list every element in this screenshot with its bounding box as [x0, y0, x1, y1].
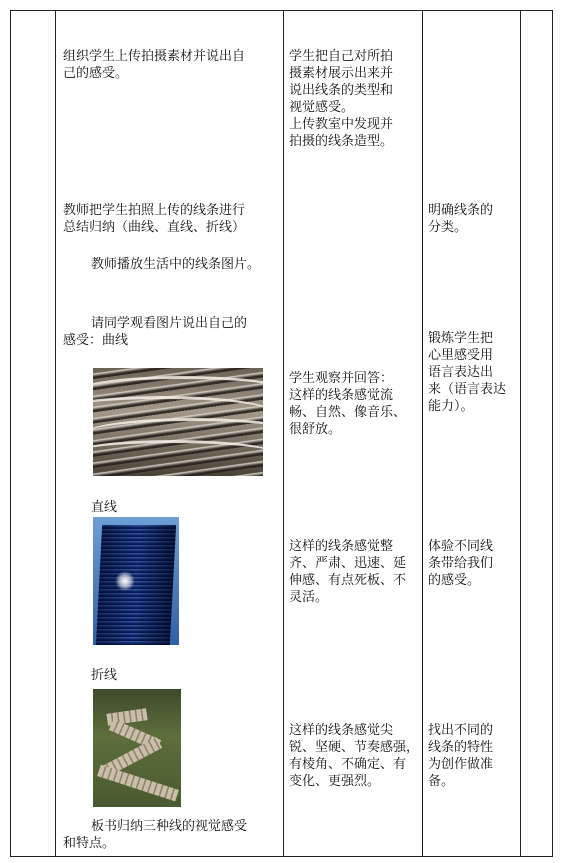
table-divider-1 [55, 10, 56, 857]
teacher-activity-summary: 教师把学生拍照上传的线条进行 总结归纳（曲线、直线、折线） [63, 203, 246, 235]
purpose-classify: 明确线条的 分类。 [428, 203, 494, 235]
purpose-characteristics: 找出不同的 线条的特性 为创作做准 备。 [428, 723, 494, 789]
student-activity-upload: 学生把自己对所拍 摄素材展示出来并 说出线条的类型和 视觉感受。 上传教室中发现并 拍摄的线条造型。 [289, 49, 394, 149]
purpose-experience: 体验不同线 条带给我们 的感受。 [428, 539, 494, 588]
table-border-right [552, 10, 553, 857]
label-zigzag-line: 折线 [91, 668, 118, 683]
table-top-border [10, 10, 552, 11]
label-straight-line: 直线 [91, 500, 118, 515]
teacher-activity-play-images: 教师播放生活中的线条图片。 [91, 257, 261, 272]
teacher-activity-upload: 组织学生上传拍摄素材并说出自 己的感受。 [63, 49, 246, 81]
straight-lines-photo [93, 517, 179, 645]
purpose-expression: 锻炼学生把 心里感受用 语言表达出 来（语言表达 能力）。 [428, 331, 507, 414]
zigzag-lines-photo [93, 689, 181, 807]
table-divider-2 [283, 10, 284, 857]
table-border-left [10, 10, 11, 857]
table-divider-3 [422, 10, 423, 857]
teacher-activity-curve: 请同学观看图片说出自己的 感受：曲线 [63, 316, 248, 348]
student-response-straight: 这样的线条感觉整 齐、严肃、迅速、延 伸感、有点死板、不 灵活。 [289, 539, 407, 605]
table-bottom-border [10, 856, 552, 857]
table-divider-4 [520, 10, 521, 857]
student-response-curve: 学生观察并回答： 这样的线条感觉流 畅、自然、像音乐、 很舒放。 [289, 371, 407, 437]
teacher-activity-board-summary: 板书归纳三种线的视觉感受 和特点。 [63, 819, 248, 851]
curve-lines-photo [93, 368, 263, 476]
student-response-zigzag: 这样的线条感觉尖 锐、坚硬、节奏感强， 有棱角、不确定、有 变化、更强烈。 [289, 723, 420, 789]
